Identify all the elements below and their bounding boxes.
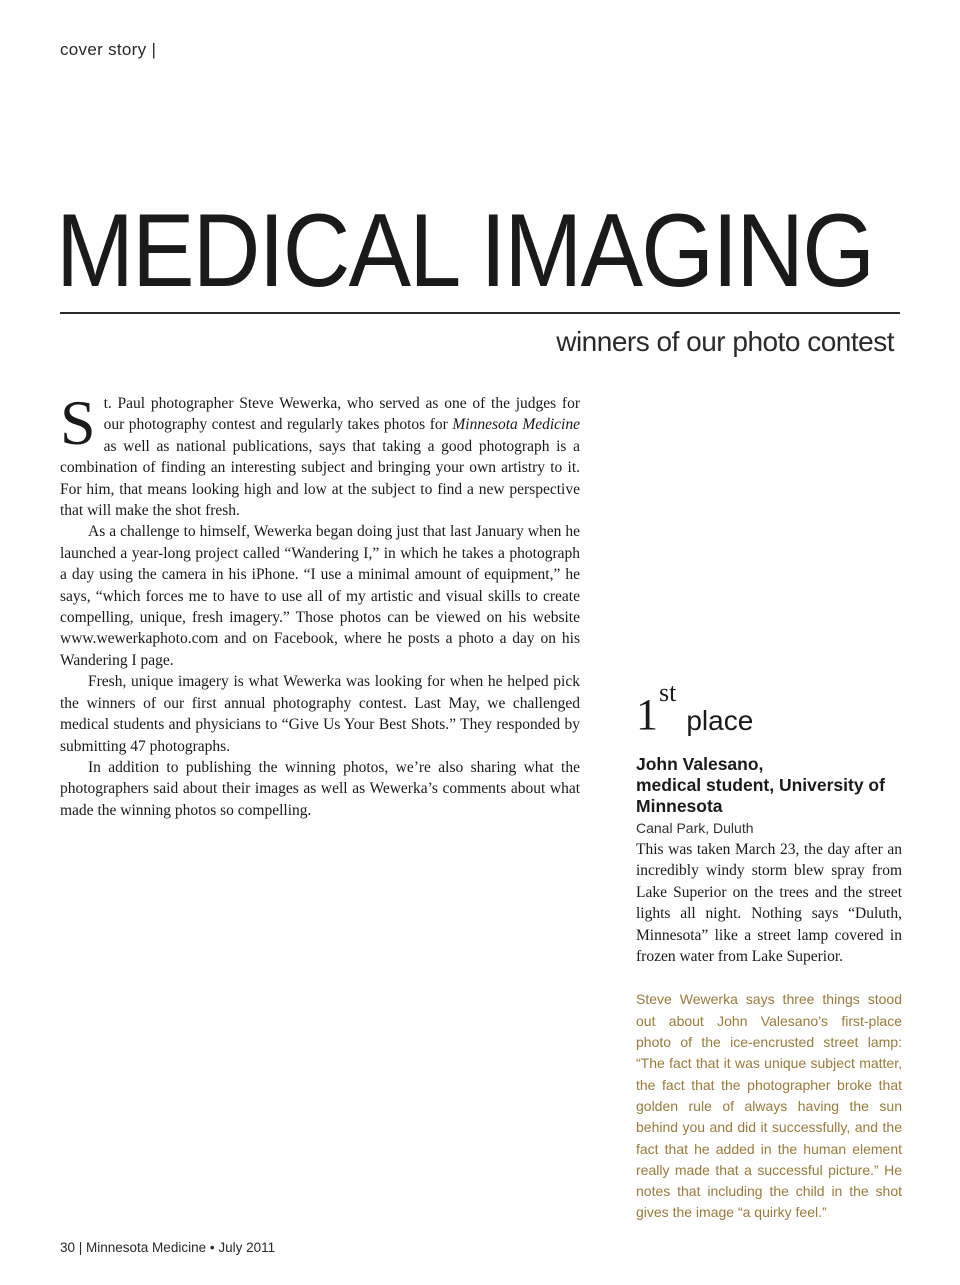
section-label: cover story | — [60, 40, 157, 59]
article-body — [60, 387, 580, 821]
winner-name: John Valesano, — [636, 754, 764, 774]
place-heading — [636, 676, 902, 740]
page-footer: 30 | Minnesota Medicine • July 2011 — [60, 1240, 276, 1255]
winner-statement: This was taken March 23, the day after an incredibly windy storm blew spray from Lake Superior on the trees and the street lights all night. Nothing says “Duluth, Minnesota” like a street lamp covered in frozen water from Lake Superior. — [636, 841, 902, 966]
winner-sidebar — [636, 676, 902, 1224]
paragraph-1-text: t. Paul photographer Steve Wewerka, who served as one of the judges for our photography contest and regularly takes photos for — [103, 395, 580, 434]
winner-affiliation: medical student, University of Minnesota — [636, 775, 885, 816]
page-subtitle: winners of our photo contest — [556, 326, 894, 357]
place-word: place — [686, 705, 754, 736]
paragraph-1-end: as well as national publications, says that taking a good photograph is a combination of finding an interesting subject and bringing your own artistry to it. For him, that means looking high and low at the subject to find a new perspective that will make the shot fresh. — [60, 437, 580, 520]
drop-cap: S — [60, 387, 96, 458]
place-number: 1 — [636, 690, 658, 739]
article-paragraph-4: In addition to publishing the winning photos, we’re also sharing what the photographers said about their images as well as Wewerka’s comments about what made the winning photos so compelling. — [60, 758, 580, 819]
place-suffix: st — [659, 678, 677, 707]
article-paragraph-2: As a challenge to himself, Wewerka began doing just that last January when he launched a year-long project called “Wandering I,” in which he takes a photograph a day using the camera in his iPhone. “I use a minimal amount of equipment,” he says, “which forces me to have to use all of my artistic and visual skills to create compelling, unique, fresh imagery.” Those photos can be viewed on his website www.wewerkaphoto.com and on Facebook, where he posts a photo a day on his Wandering I page. — [60, 523, 580, 669]
judge-comment: Steve Wewerka says three things stood out about John Valesano’s first-place photo of the ice-encrusted street lamp: “The fact that it was unique subject matter, the fact that the photographer broke that golden rule of always having the sun behind you and did it successfully, and the fact that he added in the human element really made that a successful picture.” He notes that including the child in the shot gives the image “a quirky feel.” — [636, 991, 902, 1221]
publication-name: Minnesota Medicine — [452, 416, 580, 434]
photo-location: Canal Park, Duluth — [636, 820, 754, 836]
article-paragraph-3: Fresh, unique imagery is what Wewerka was looking for when he helped pick the winners of our first annual photography contest. Last May, we challenged medical students and physicians to “Give Us Your Best Shots.” They responded by submitting 47 photographs. — [60, 673, 580, 755]
title-rule — [60, 312, 900, 314]
page-title: MEDICAL IMAGING — [56, 193, 874, 309]
article-paragraph-1 — [60, 387, 580, 521]
